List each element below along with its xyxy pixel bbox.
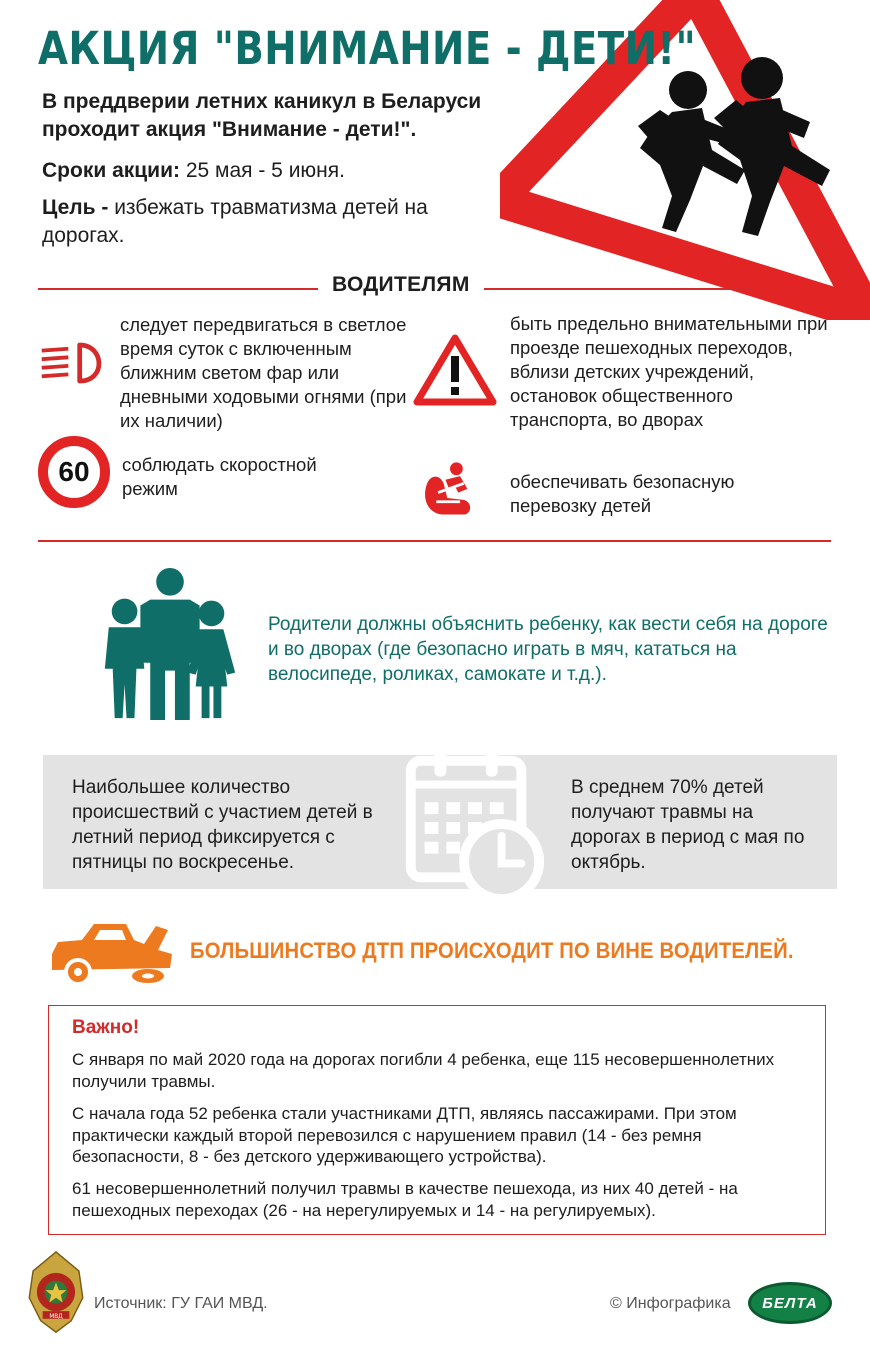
drivers-fault-banner: БОЛЬШИНСТВО ДТП ПРОИСХОДИТ ПО ВИНЕ ВОДИТЕЛЕЙ. [190,938,794,963]
copyright-text: © Инфографика [610,1295,731,1312]
intro-text: В преддверии летних каникул в Беларуси проходит акция "Внимание - дети!". [42,90,482,141]
campaign-goal [42,194,462,250]
belta-logo [748,1282,832,1324]
important-paragraph-1: С января по май 2020 года на дорогах погибли 4 ребенка, еще 115 несовершеннолетних получили травмы. [72,1050,775,1091]
driver-item-speed: соблюдать скоростной режим [122,454,317,499]
parents-text: Родители должны объяснить ребенку, как вести себя на дороге и во дворах (где безопасно играть в мяч, кататься на велосипеде, роликах, самокате и т.д.). [268,614,828,685]
crashed-car-icon [48,918,178,988]
stats-percent-text: В среднем 70% детей получают травмы на дорогах в период с мая по октябрь. [571,777,805,873]
period-value: 25 мая - 5 июня. [180,159,345,182]
driver-item-headlights: следует передвигаться в светлое время суток с включенным ближним светом фар или дневными ходовыми огнями (при их наличии) [120,314,407,431]
stats-weekend-text: Наибольшее количество происшествий с участием детей в летний период фиксируется с пятницы по воскресенье. [72,777,373,873]
child-seat-icon [418,455,482,521]
goal-value: избежать травматизма детей на дорогах. [42,196,428,247]
calendar-clock-icon [396,745,546,903]
goal-label: Цель - [42,196,115,219]
important-paragraph-2: С начала года 52 ребенка стали участниками ДТП, являясь пассажирами. При этом практически каждый второй перевозился с нарушением правил (14 - без ремня безопасности, 8 - без детского удерживающего устройства). [72,1104,737,1166]
warning-sign-icon [413,332,497,406]
campaign-period [42,157,345,185]
speed-limit-value: 60 [58,456,90,487]
belta-logo-text: БЕЛТА [762,1294,818,1312]
drivers-title: ВОДИТЕЛЯМ [318,273,484,297]
period-label: Сроки акции: [42,159,180,182]
section-divider-bottom [38,540,831,542]
page-title: АКЦИЯ "ВНИМАНИЕ - ДЕТИ!" [38,22,697,75]
important-title: Важно! [72,1017,140,1038]
driver-item-child-transport: обеспечивать безопасную перевозку детей [510,471,735,516]
important-paragraph-3: 61 несовершеннолетний получил травмы в качестве пешехода, из них 40 детей - на пешеходных переходах (26 - на нерегулируемых и 14 - на регулируемых). [72,1179,738,1220]
headlight-icon [36,338,112,388]
emblem-label: МВД [49,1313,63,1320]
driver-item-attention: быть предельно внимательными при проезде пешеходных переходов, вблизи детских учреждений, остановок общественного транспорта, во дворах [510,313,828,430]
source-text: Источник: ГУ ГАИ МВД. [94,1295,268,1312]
speed-limit-icon [38,436,110,508]
family-icon [100,566,240,724]
mvd-emblem-icon [26,1250,86,1336]
